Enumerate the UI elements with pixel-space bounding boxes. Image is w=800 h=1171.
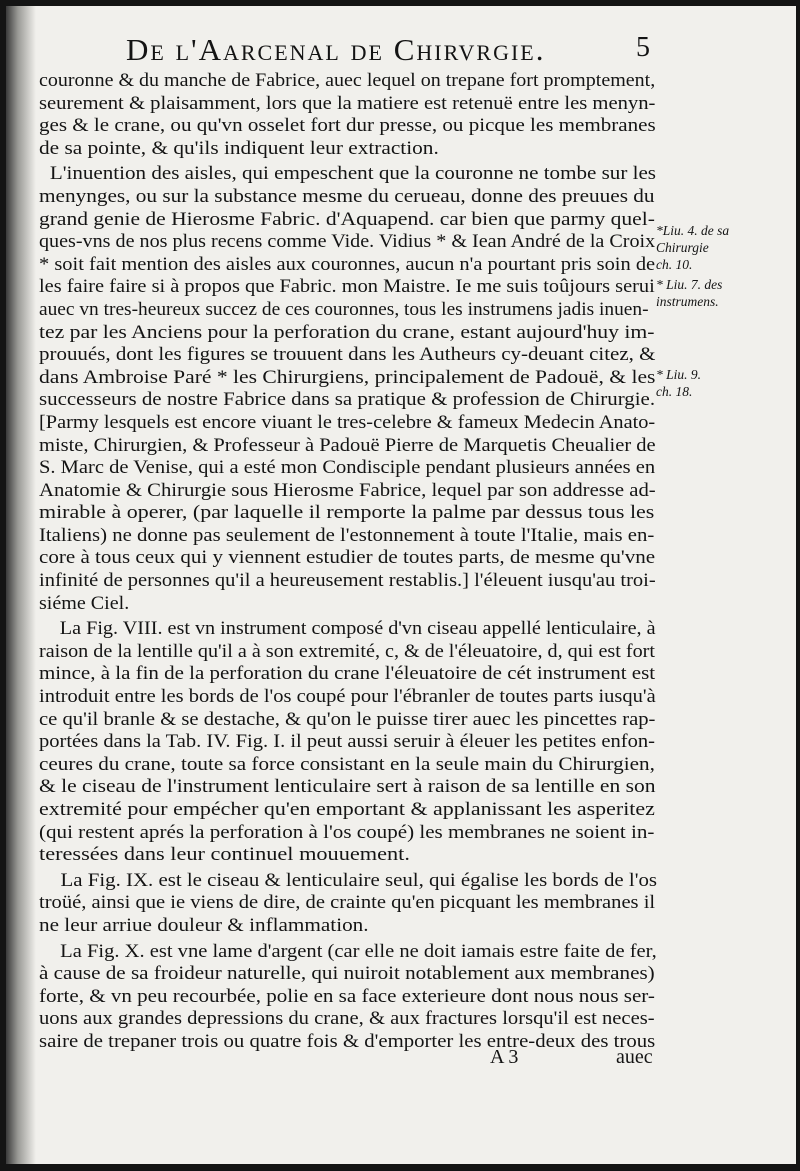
text-line: seurement & plaisamment, lors que la matiere est retenuë entre les menyn- bbox=[39, 92, 656, 114]
text-line: uons aux grandes depressions du crane, & aux fractures lorsqu'il est neces- bbox=[39, 1008, 655, 1030]
text-line: de sa pointe, & qu'ils indiquent leur extraction. bbox=[39, 137, 439, 159]
text-line: * soit fait mention des aisles aux couronnes, aucun n'a pourtant pris soin de bbox=[39, 253, 656, 275]
text-line: extremité pour empécher qu'en emportant & applanissant les asperitez bbox=[39, 799, 655, 820]
text-line: saire de trepaner trois ou quatre fois & d'emporter les entre-deux des trous bbox=[39, 1030, 656, 1052]
text-line: L'inuention des aisles, qui empeschent que la couronne ne tombe sur les bbox=[49, 163, 657, 185]
signature-mark: A 3 bbox=[490, 1046, 519, 1068]
text-line: les faire faire si à propos que Fabric. mon Maistre. Ie me suis toûjours serui bbox=[39, 276, 655, 298]
text-line: Italiens) ne donne pas seulement de l'estonnement à toute l'Italie, mais en- bbox=[39, 524, 655, 546]
text-line: siéme Ciel. bbox=[39, 592, 130, 614]
text-line: ne leur arriue douleur & inflammation. bbox=[39, 914, 369, 936]
text-line: successeurs de nostre Fabrice dans sa pratique & profession de Chirurgie. bbox=[39, 389, 656, 411]
text-line: (qui restent aprés la perforation à l'os coupé) les membranes ne soient in- bbox=[39, 821, 655, 843]
margin-note: * Liu. 7. des instrumens. bbox=[656, 277, 723, 309]
text-line: grand genie de Hierosme Fabric. d'Aquapend. car bien que parmy quel- bbox=[39, 208, 655, 230]
text-line: teressées dans leur continuel mouuement. bbox=[39, 844, 410, 866]
page-number: 5 bbox=[636, 32, 650, 63]
text-line: couronne & du manche de Fabrice, auec lequel on trepane fort promptement, bbox=[39, 70, 656, 91]
text-line: troüé, ainsi que ie viens de dire, de crainte qu'en picquant les membranes il bbox=[39, 892, 656, 914]
text-line: auec vn tres-heureux succez de ces couronnes, tous les instrumens jadis inuen- bbox=[39, 298, 649, 320]
text-line: forte, & vn peu recourbée, polie en sa face exterieure dont nous nous ser- bbox=[39, 985, 655, 1007]
text-line: miste, Chirurgien, & Professeur à Padouë Pierre de Marquetis Cheualier de bbox=[39, 434, 656, 456]
text-line: ce qu'il branle & se destache, & qu'on le puisse tirer auec les pincettes rap- bbox=[39, 708, 656, 730]
text-line: raison de la lentille qu'il a à son extremité, c, & de l'éleuatoire, d, qui est fort bbox=[39, 640, 655, 662]
text-line: infinité de personnes qu'il a heureusement restablis.] l'éleuent iusqu'au troi- bbox=[39, 570, 656, 592]
text-line: La Fig. X. est vne lame d'argent (car elle ne doit iamais estre faite de fer, bbox=[60, 940, 657, 962]
text-line: Anatomie & Chirurgie sous Hierosme Fabrice, lequel par son addresse ad- bbox=[39, 479, 656, 501]
text-line: mince, à la fin de la perforation du crane l'éleuatoire de cét instrument est bbox=[39, 663, 656, 685]
main-text bbox=[39, 70, 669, 1054]
text-line: ges & le crane, ou qu'vn osselet fort dur presse, ou picque les membranes bbox=[39, 115, 656, 137]
text-line: core à tous ceux qui y viennent estudier de toutes parts, de mesme qu'vne bbox=[39, 547, 656, 569]
text-line: & le ciseau de l'instrument lenticulaire sert à raison de sa lentille en son bbox=[39, 776, 656, 798]
text-line: ques-vns de nos plus recens comme Vide. Vidius * & Iean André de la Croix bbox=[39, 231, 656, 253]
text-line: introduit entre les bords de l'os coupé pour l'ébranler de toutes parts iusqu'à bbox=[39, 686, 656, 708]
text-line: La Fig. VIII. est vn instrument composé d'vn ciseau appellé lenticulaire, à bbox=[59, 618, 656, 640]
margin-note: *Liu. 4. de sa Chirurgie ch. 10. bbox=[656, 223, 730, 272]
text-line: mirable à operer, (par laquelle il remporte la palme par dessus tous les bbox=[39, 502, 655, 524]
running-title: De l'Aarcenal de Chirvrgie. bbox=[126, 32, 546, 67]
margin-note: * Liu. 9. ch. 18. bbox=[656, 367, 702, 399]
text-line: tez par les Anciens pour la perforation du crane, estant aujourd'huy im- bbox=[39, 321, 655, 343]
text-line: dans Ambroise Paré * les Chirurgiens, principalement de Padouë, & les bbox=[39, 366, 656, 388]
catchword: auec bbox=[616, 1046, 653, 1068]
book-page bbox=[6, 6, 796, 1164]
text-line: ceures du crane, toute sa force consistant en la seule main du Chirurgien, bbox=[39, 753, 655, 775]
gutter-shadow bbox=[6, 6, 36, 1164]
text-line: [Parmy lesquels est encore viuant le tres-celebre & fameux Medecin Anato- bbox=[39, 411, 656, 433]
text-line: portées dans la Tab. IV. Fig. I. il peut aussi seruir à éleuer les petites enfon- bbox=[39, 731, 655, 753]
text-line: La Fig. IX. est le ciseau & lenticulaire seul, qui égalise les bords de l'os bbox=[60, 869, 658, 891]
text-line: à cause de sa froideur naturelle, qui nuiroit notablement aux membranes) bbox=[39, 963, 655, 985]
text-line: S. Marc de Venise, qui a esté mon Condisciple pendant plusieurs années en bbox=[39, 457, 656, 479]
text-line: prouués, dont les figures se trouuent dans les Autheurs cy-deuant citez, & bbox=[39, 344, 656, 366]
text-line: menynges, ou sur la substance mesme du cerueau, donne des preuues du bbox=[39, 185, 655, 207]
